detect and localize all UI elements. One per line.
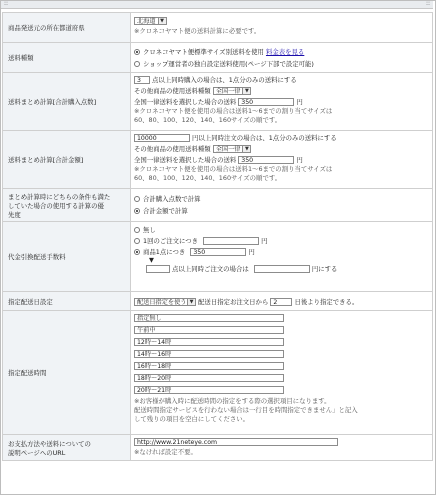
cod-extra-fee-input[interactable] xyxy=(254,265,310,273)
count-note-1: ※クロネコヤマト便を使用の場合は送料1〜6までの割り当てサイズは xyxy=(134,107,333,115)
delivery-time-cell xyxy=(131,311,433,435)
priority-option-amount[interactable]: 合計金額で計算 xyxy=(134,206,432,215)
row-delivery-time xyxy=(3,311,433,435)
time-slot-input[interactable]: 指定無し xyxy=(134,314,284,322)
bundle-by-amount-label: 送料まとめ計算[合計金額] xyxy=(3,131,131,189)
delivery-time-note-1: ※お客様が購入時に配送時間の指定をする際の選択項目になります。 xyxy=(134,397,331,405)
row-shipping-type xyxy=(3,43,433,73)
radio-priority-amount[interactable] xyxy=(134,208,140,214)
time-slot-input[interactable]: 12時〜14時 xyxy=(134,338,284,346)
cod-option-none[interactable]: 無し xyxy=(134,225,432,234)
payment-url-label: お支払方法や送料についての 説明ページへのURL xyxy=(3,435,131,461)
amount-size-label: その他商品の使用送料種類 xyxy=(134,145,211,153)
row-payment-url xyxy=(3,435,433,461)
panel-header-bar xyxy=(1,1,433,9)
amount-fee-input[interactable]: 350 xyxy=(238,156,294,164)
prefecture-cell xyxy=(131,13,433,43)
prefecture-select[interactable]: 北海道 ▼ xyxy=(134,17,167,25)
row-priority xyxy=(3,189,433,222)
cod-per-item-input[interactable]: 350 xyxy=(190,248,246,256)
drag-handle-right-icon[interactable]: :: xyxy=(425,0,430,7)
payment-url-input[interactable]: http://www.21neteye.com xyxy=(134,438,338,446)
priority-label: まとめ計算時にどちらの条件も満た していた場合の使用する計算の優 先度 xyxy=(3,189,131,222)
delivery-date-label: 指定配送日設定 xyxy=(3,292,131,311)
time-slot-input[interactable]: 20時〜21時 xyxy=(134,386,284,394)
price-table-link[interactable]: 料金表を見る xyxy=(265,48,305,56)
delivery-days-input[interactable]: 2 xyxy=(270,298,292,306)
delivery-date-cell xyxy=(131,292,433,311)
row-prefecture xyxy=(3,13,433,43)
shipping-type-option-custom[interactable]: ショップ運営者の独自設定送料使用(ページ下部で設定可能) xyxy=(134,59,432,68)
amount-threshold-text: 円以上同時注文の場合は、1点分のみの送料にする xyxy=(192,134,337,142)
priority-option-count[interactable]: 合計購入点数で計算 xyxy=(134,194,432,203)
shipping-settings-table xyxy=(2,12,433,461)
time-slot-input[interactable]: 14時〜16時 xyxy=(134,350,284,358)
time-slot-input[interactable]: 16時〜18時 xyxy=(134,362,284,370)
delivery-date-select[interactable]: 配送日指定を使う ▼ xyxy=(134,298,196,306)
priority-cell xyxy=(131,189,433,222)
amount-size-select[interactable]: 全国一律 ▼ xyxy=(213,145,252,153)
chevron-down-icon: ▼ xyxy=(242,146,250,152)
cod-option-per-order[interactable]: 1回のご注文につき 円 xyxy=(134,236,432,245)
amount-threshold-input[interactable]: 10000 xyxy=(134,134,190,142)
bundle-by-count-cell xyxy=(131,73,433,131)
row-bundle-by-count xyxy=(3,73,433,131)
cod-fee-cell xyxy=(131,222,433,292)
delivery-date-text: 配送日指定お注文日から xyxy=(198,297,269,306)
count-size-select[interactable]: 全国一律 ▼ xyxy=(213,87,252,95)
yen-label: 円 xyxy=(296,98,303,106)
prefecture-label: 商品発送元の所在都道府県 xyxy=(3,13,131,43)
count-size-label: その他商品の使用送料種類 xyxy=(134,87,211,95)
bundle-by-amount-cell xyxy=(131,131,433,189)
count-fee-input[interactable]: 350 xyxy=(238,98,294,106)
delivery-date-suffix: 日後より指定できる。 xyxy=(294,297,359,306)
shipping-type-label: 送料種類 xyxy=(3,43,131,73)
amount-note-2: 60、80、100、120、140、160サイズの順です。 xyxy=(134,174,282,182)
prefecture-note: ※クロネコヤマト便の送料計算に必要です。 xyxy=(134,27,261,35)
delivery-time-note-3: して残りの項目を空白にしてください。 xyxy=(134,415,250,423)
amount-note-1: ※クロネコヤマト便を使用の場合は送料1〜6までの割り当てサイズは xyxy=(134,165,333,173)
row-bundle-by-amount xyxy=(3,131,433,189)
chevron-down-icon: ▼ xyxy=(242,88,250,94)
row-delivery-date xyxy=(3,292,433,311)
cod-extra-count-input[interactable] xyxy=(146,265,170,273)
cod-extra-suffix: 円にする xyxy=(311,265,338,273)
cod-fee-label: 代金引換配送手数料 xyxy=(3,222,131,292)
time-slot-input[interactable]: 午前中 xyxy=(134,326,284,334)
chevron-down-icon: ▼ xyxy=(187,299,195,305)
delivery-time-label: 指定配送時間 xyxy=(3,311,131,435)
down-arrow-icon: ▼ xyxy=(149,256,154,264)
count-fee-label: 全国一律送料を選択した場合の送料 xyxy=(134,98,237,106)
amount-fee-label: 全国一律送料を選択した場合の送料 xyxy=(134,156,237,164)
radio-cod-none[interactable] xyxy=(134,227,140,233)
yen-label: 円 xyxy=(248,248,255,256)
time-slot-input[interactable]: 18時〜20時 xyxy=(134,374,284,382)
count-threshold-input[interactable]: 3 xyxy=(134,76,150,84)
cod-extra-text: 点以上同時ご注文の場合は xyxy=(172,265,249,273)
radio-custom[interactable] xyxy=(134,61,140,67)
yen-label: 円 xyxy=(296,156,303,164)
radio-cod-per-item[interactable] xyxy=(134,249,140,255)
count-threshold-text: 点以上同時購入の場合は、1点分のみの送料にする xyxy=(152,76,297,84)
radio-cod-per-order[interactable] xyxy=(134,238,140,244)
cod-option-per-item[interactable]: 商品1点につき 350 円 xyxy=(134,247,432,256)
delivery-time-note-2: 配送時間指定サービスを行わない場合は一行目を時間指定できません」と記入 xyxy=(134,406,358,414)
radio-yamato[interactable] xyxy=(134,49,140,55)
shipping-type-cell xyxy=(131,43,433,73)
shipping-type-option-yamato[interactable]: クロネコヤマト便標準サイズ別送料を使用 料金表を見る xyxy=(134,47,432,56)
yen-label: 円 xyxy=(261,237,268,245)
chevron-down-icon: ▼ xyxy=(158,18,166,24)
cod-per-order-input[interactable] xyxy=(203,237,259,245)
radio-priority-count[interactable] xyxy=(134,196,140,202)
payment-url-note: ※なければ設定不要。 xyxy=(134,448,197,456)
count-note-2: 60、80、100、120、140、160サイズの順です。 xyxy=(134,116,282,124)
row-cod-fee xyxy=(3,222,433,292)
payment-url-cell xyxy=(131,435,433,461)
bundle-by-count-label: 送料まとめ計算[合計購入点数] xyxy=(3,73,131,131)
drag-handle-left-icon[interactable]: :: xyxy=(4,0,9,7)
